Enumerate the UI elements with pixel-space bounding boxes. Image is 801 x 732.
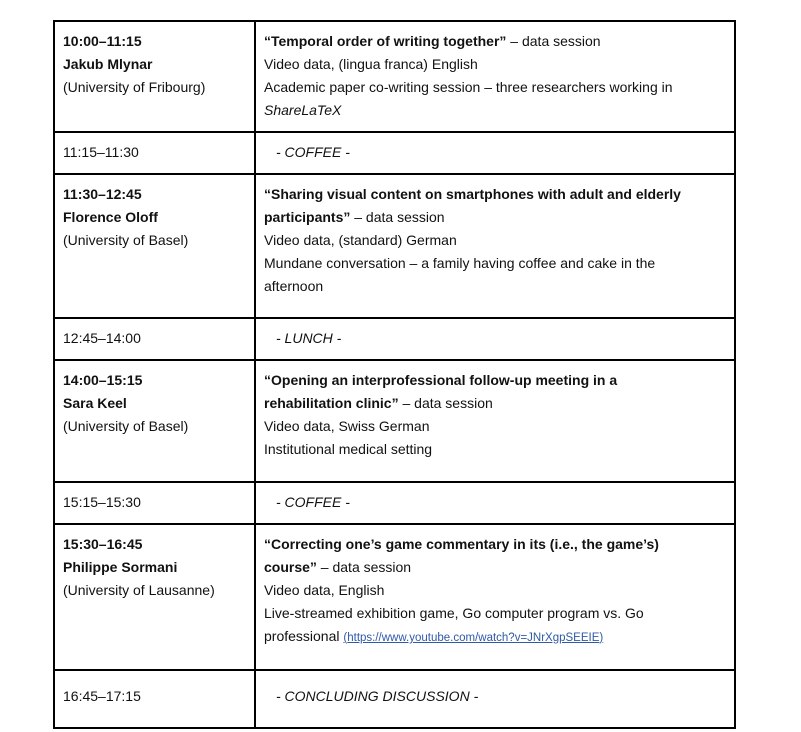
session-data: Video data, Swiss German <box>264 418 430 434</box>
presenter-affiliation: (University of Basel) <box>63 232 189 248</box>
table-row <box>54 21 735 132</box>
table-row <box>54 174 735 318</box>
session-type: – data session <box>316 559 412 575</box>
session-title-cont: participants” <box>264 209 351 225</box>
session-details-cell <box>255 174 735 318</box>
session-title-cont: course” <box>264 559 317 575</box>
session-time: 11:30–12:45 <box>63 186 142 202</box>
presenter-affiliation: (University of Lausanne) <box>63 582 215 598</box>
session-title-cont: rehabilitation clinic” <box>264 395 399 411</box>
session-info-cell <box>54 21 255 132</box>
session-description: Mundane conversation – a family having coffee and cake in the <box>264 255 656 271</box>
session-details-cell <box>255 524 735 670</box>
session-data: Video data, English <box>264 582 385 598</box>
session-info-cell <box>54 360 255 482</box>
session-type: – data session <box>506 33 601 49</box>
table-row <box>54 670 735 728</box>
table-row <box>54 482 735 524</box>
table-row <box>54 132 735 174</box>
session-description-italic: ShareLaTeX <box>264 102 342 118</box>
presenter-affiliation: (University of Basel) <box>63 418 189 434</box>
session-title: “Opening an interprofessional follow-up meeting in a <box>264 372 618 388</box>
session-details-cell <box>255 360 735 482</box>
session-time: 10:00–11:15 <box>63 33 142 49</box>
break-label: - LUNCH - <box>276 330 342 346</box>
session-data: Video data, (standard) German <box>264 232 457 248</box>
break-label: - COFFEE - <box>276 144 350 160</box>
break-time: 16:45–17:15 <box>54 670 255 728</box>
session-title: “Correcting one’s game commentary in its (i.e., the game’s) <box>264 536 659 552</box>
session-info-cell <box>54 174 255 318</box>
link-paren-open: ( <box>343 632 348 644</box>
session-time: 14:00–15:15 <box>63 372 143 388</box>
presenter-name: Florence Oloff <box>63 209 158 225</box>
session-type: – data session <box>350 209 445 225</box>
session-data: Video data, (lingua franca) English <box>264 56 478 72</box>
link-paren-close: ) <box>599 632 604 644</box>
session-time: 15:30–16:45 <box>63 536 143 552</box>
session-description-cont: professional <box>264 628 344 644</box>
youtube-link[interactable]: https://www.youtube.com/watch?v=JNrXgpSEEIE <box>347 632 600 644</box>
presenter-name: Philippe Sormani <box>63 559 178 575</box>
session-type: – data session <box>398 395 493 411</box>
session-description-cont: afternoon <box>264 278 324 294</box>
table-row <box>54 318 735 360</box>
session-title: “Temporal order of writing together” <box>264 33 507 49</box>
table-row <box>54 524 735 670</box>
break-label: - CONCLUDING DISCUSSION - <box>276 688 479 704</box>
break-time: 11:15–11:30 <box>54 132 255 174</box>
table-row <box>54 360 735 482</box>
session-details-cell <box>255 21 735 132</box>
session-description: Academic paper co-writing session – three researchers working in <box>264 79 673 95</box>
session-title: “Sharing visual content on smartphones with adult and elderly <box>264 186 681 202</box>
break-time: 15:15–15:30 <box>54 482 255 524</box>
session-description: Live-streamed exhibition game, Go computer program vs. Go <box>264 605 644 621</box>
presenter-affiliation: (University of Fribourg) <box>63 79 206 95</box>
session-description: Institutional medical setting <box>264 441 433 457</box>
presenter-name: Jakub Mlynar <box>63 56 153 72</box>
break-time: 12:45–14:00 <box>54 318 255 360</box>
break-label: - COFFEE - <box>276 494 350 510</box>
schedule-table <box>53 20 736 729</box>
session-info-cell <box>54 524 255 670</box>
presenter-name: Sara Keel <box>63 395 127 411</box>
